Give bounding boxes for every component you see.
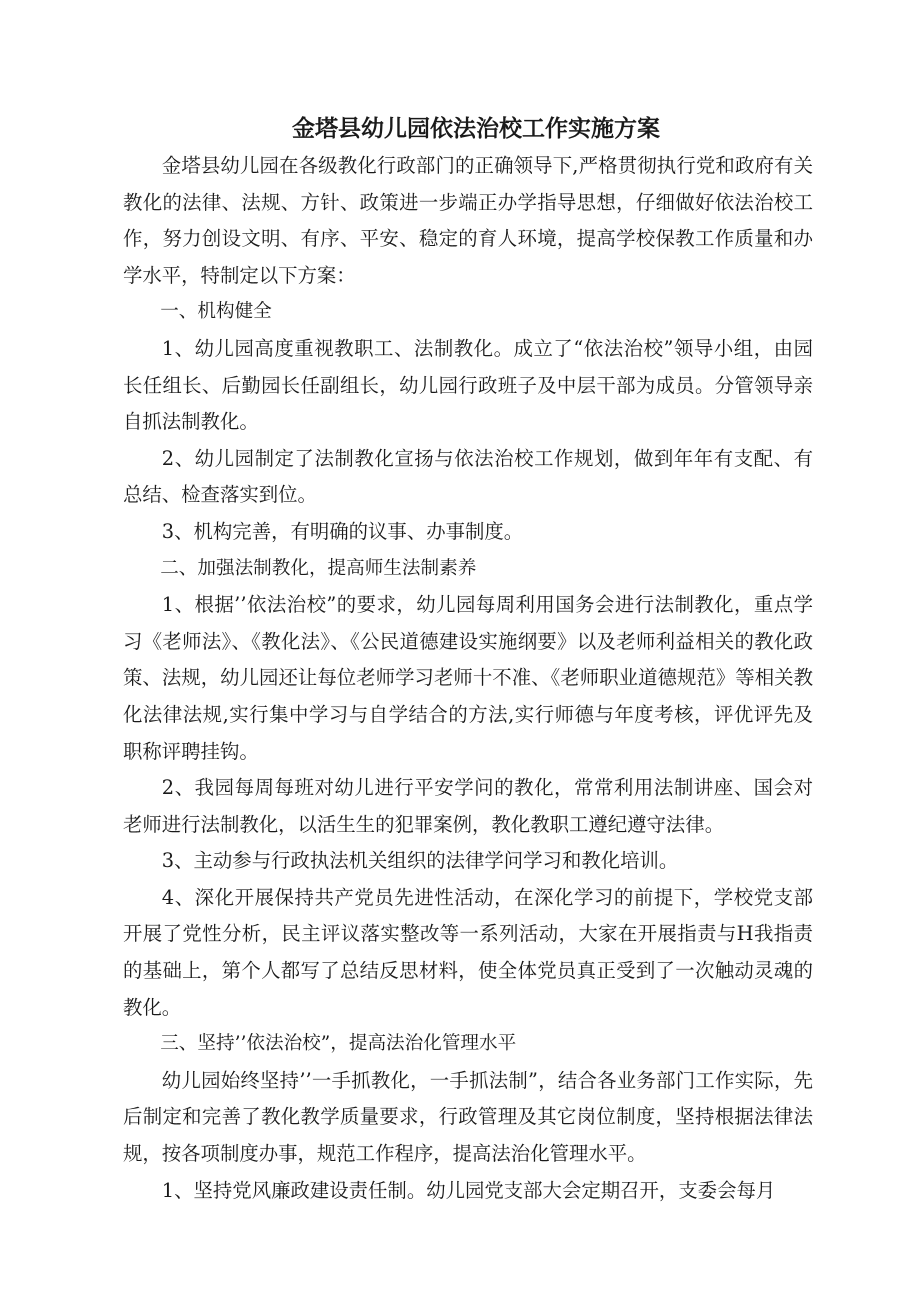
- section-heading-2: 二、加强法制教化，提高师生法制素养: [160, 557, 477, 579]
- section-2-item-3: 3、主动参与行政执法机关组织的法律学问学习和教化培训。: [161, 849, 679, 873]
- section-1-item-2: 2、幼儿园制定了法制教化宣扬与依法治校工作规划，做到年年有支配、有总结、检查落实到位。: [123, 446, 813, 507]
- section-1-item-1: 1、幼儿园高度重视教职工、法制教化。成立了“依法治校”领导小组，由园长任组长、后勤园长任副组长，幼儿园行政班子及中层干部为成员。分管领导亲自抓法制教化。: [123, 336, 813, 434]
- section-2-item-2: 2、我园每周每班对幼儿进行平安学问的教化，常常利用法制讲座、国会对老师进行法制教化，以活生生的犯罪案例，教化教职工遵纪遵守法律。: [123, 776, 813, 836]
- section-3-intro: 幼儿园始终坚持’’一手抓教化，一手抓法制”，结合各业务部门工作实际，先后制定和完善了教化教学质量要求，行政管理及其它岗位制度，坚持根据法律法规，按各项制度办事，规范工作程序，提高法治化管理水平。: [123, 1068, 813, 1166]
- intro-paragraph: 金塔县幼儿园在各级教化行政部门的正确领导下,严格贯彻执行党和政府有关教化的法律、法规、方针、政策进一步端正办学指导思想，仔细做好依法治校工作，努力创设文明、有序、平安、稳定的育人环境，提高学校保教工作质量和办学水平，特制定以下方案：: [123, 154, 813, 287]
- section-1-item-3: 3、机构完善，有明确的议事、办事制度。: [161, 519, 524, 543]
- section-2-item-1: 1、根据’’依法治校”的要求，幼儿园每周利用国务会进行法制教化，重点学习《老师法》、《教化法》、《公民道德建设实施纲要》以及老师利益相关的教化政策、法规，幼儿园还让每位老师学习老师十不准、《老师职业道德规范》等相关教化法律法规,实行集中学习与自学结合的方法,实行师德与年度考核，评优评先及职称评聘挂钩。: [123, 593, 813, 763]
- document-page: [123, 114, 813, 1209]
- section-heading-1: 一、机构健全: [160, 301, 272, 323]
- section-3-item-1: 1、坚持党风廉政建设责任制。幼儿园党支部大会定期召开，支委会每月: [161, 1178, 776, 1202]
- section-2-item-4: 4、深化开展保持共产党员先进性活动，在深化学习的前提下，学校党支部开展了党性分析，民主评议落实整改等一系列活动，大家在开展指责与H我指责的基础上，第个人都写了总结反思材料，使全体党员真正受到了一次触动灵魂的教化。: [123, 885, 813, 1019]
- section-heading-3: 三、坚持’’依法治校”，提高法治化管理水平: [160, 1033, 517, 1055]
- document-title: 金塔县幼儿园依法治校工作实施方案: [292, 116, 660, 142]
